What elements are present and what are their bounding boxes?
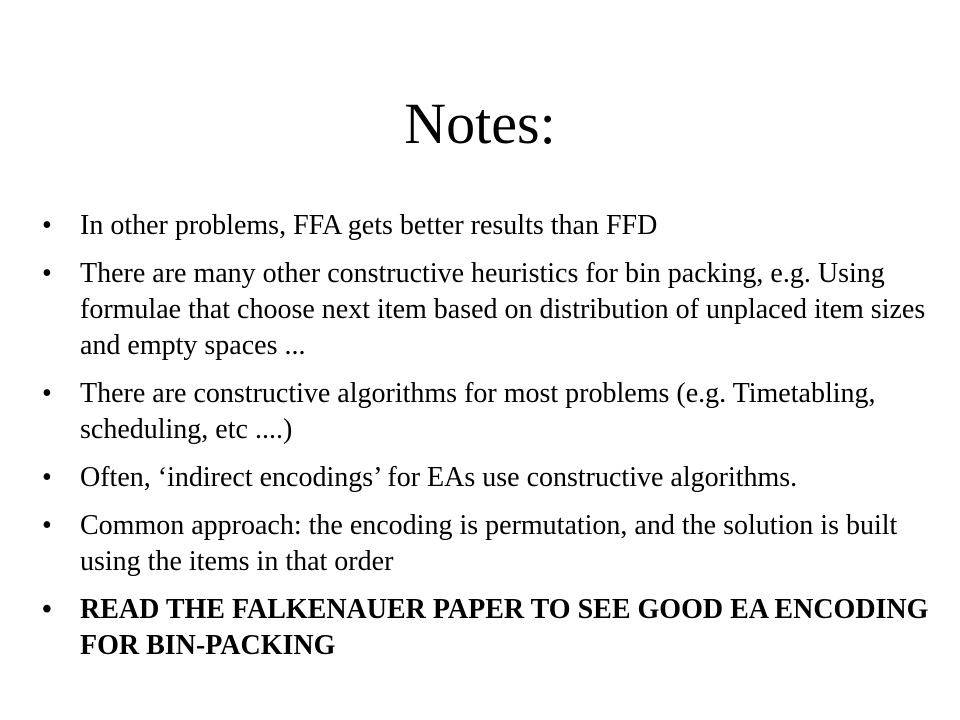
- bullet-icon: •: [42, 462, 52, 493]
- bullet-item-5: [42, 508, 932, 580]
- bullet-item-6: [42, 592, 932, 664]
- bullet-text: In other problems, FFA gets better results than FFD: [80, 210, 658, 241]
- bullet-icon: •: [42, 510, 52, 541]
- bullet-icon: •: [42, 378, 52, 409]
- bullet-icon: •: [42, 210, 52, 241]
- bullet-text: READ THE FALKENAUER PAPER TO SEE GOOD EA ENCODING FOR BIN-PACKING: [80, 594, 929, 661]
- bullet-item-3: [42, 376, 932, 448]
- bullet-item-1: [42, 208, 932, 244]
- bullet-icon: •: [42, 258, 52, 289]
- bullet-icon: •: [42, 594, 52, 625]
- bullet-text: There are many other constructive heuristics for bin packing, e.g. Using formulae that choose next item based on distribution of unplaced item sizes and empty spaces ...: [80, 258, 926, 361]
- bullet-list: [42, 208, 932, 676]
- bullet-text: There are constructive algorithms for most problems (e.g. Timetabling, scheduling, etc ....): [80, 378, 876, 445]
- bullet-item-4: [42, 460, 932, 496]
- bullet-text: Common approach: the encoding is permutation, and the solution is built using the items in that order: [80, 510, 898, 577]
- slide-title: Notes:: [404, 91, 556, 156]
- bullet-text: Often, ‘indirect encodings’ for EAs use constructive algorithms.: [80, 462, 798, 493]
- bullet-item-2: [42, 256, 932, 364]
